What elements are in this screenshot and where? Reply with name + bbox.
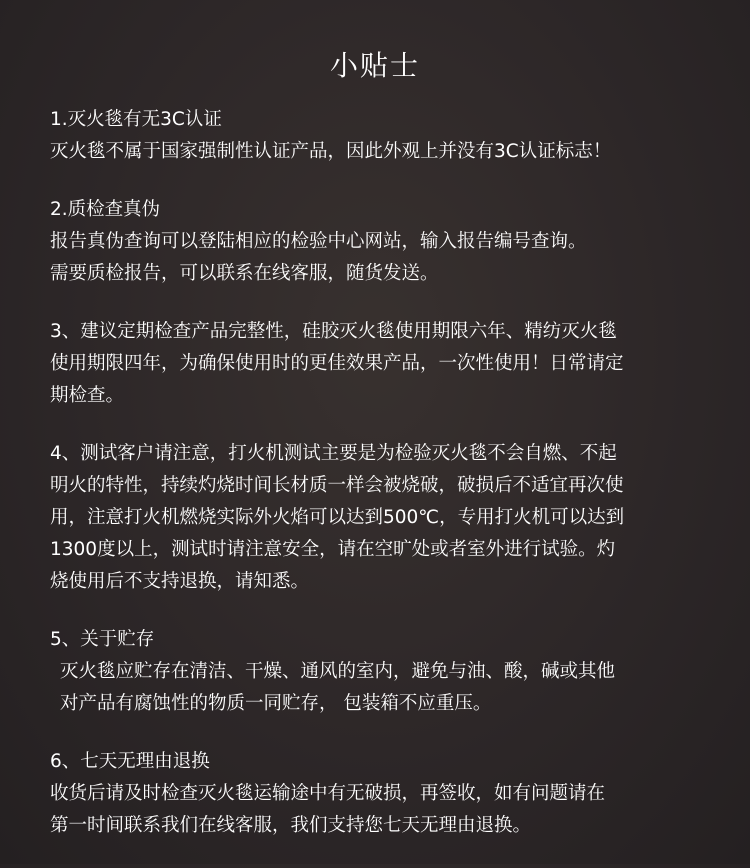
tip-line: 收货后请及时检查灭火毯运输途中有无破损，再签收，如有问题请在: [50, 783, 606, 804]
tip-line: 灭火毯不属于国家强制性认证产品，因此外观上并没有3C认证标志！: [50, 141, 612, 162]
tip-line: 3、建议定期检查产品完整性，硅胶灭火毯使用期限六年、精纺灭火毯: [50, 321, 617, 342]
tip-section-4: [50, 438, 710, 598]
tip-section-2: [50, 194, 710, 290]
page-title: 小贴士: [329, 49, 420, 82]
tip-heading-1: 1.灭火毯有无3C认证: [50, 109, 222, 130]
tip-line: 烧使用后不支持退换，请知悉。: [50, 571, 310, 592]
tip-line: 使用期限四年，为确保使用时的更佳效果产品，一次性使用！日常请定: [50, 353, 624, 374]
tip-line: 期检查。: [50, 385, 125, 406]
tip-heading-5: 5、关于贮存: [50, 629, 155, 650]
tip-line: 明火的特性，持续灼烧时间长材质一样会被烧破，破损后不适宜再次使: [50, 475, 624, 496]
tips-content: [50, 104, 710, 868]
tip-section-6: [50, 746, 710, 842]
tip-line: 4、测试客户请注意，打火机测试主要是为检验灭火毯不会自燃、不起: [50, 443, 617, 464]
tip-section-1: [50, 104, 710, 168]
tip-section-5: [50, 624, 710, 720]
tip-line: 用，注意打火机燃烧实际外火焰可以达到500℃，专用打火机可以达到: [50, 507, 625, 528]
tip-line: 灭火毯应贮存在清洁、干燥、通风的室内，避免与油、酸，碱或其他: [60, 661, 616, 682]
tip-line: 1300度以上，测试时请注意安全，请在空旷处或者室外进行试验。灼: [50, 539, 616, 560]
tip-section-3: [50, 316, 710, 412]
tip-line: 第一时间联系我们在线客服，我们支持您七天无理由退换。: [50, 815, 532, 836]
tip-heading-2: 2.质检查真伪: [50, 199, 161, 220]
tip-line: 报告真伪查询可以登陆相应的检验中心网站，输入报告编号查询。: [50, 231, 587, 252]
tip-heading-6: 6、七天无理由退换: [50, 751, 210, 772]
tip-line: 对产品有腐蚀性的物质一同贮存， 包装箱不应重压。: [60, 693, 492, 714]
tip-line: 需要质检报告，可以联系在线客服，随货发送。: [50, 263, 439, 284]
